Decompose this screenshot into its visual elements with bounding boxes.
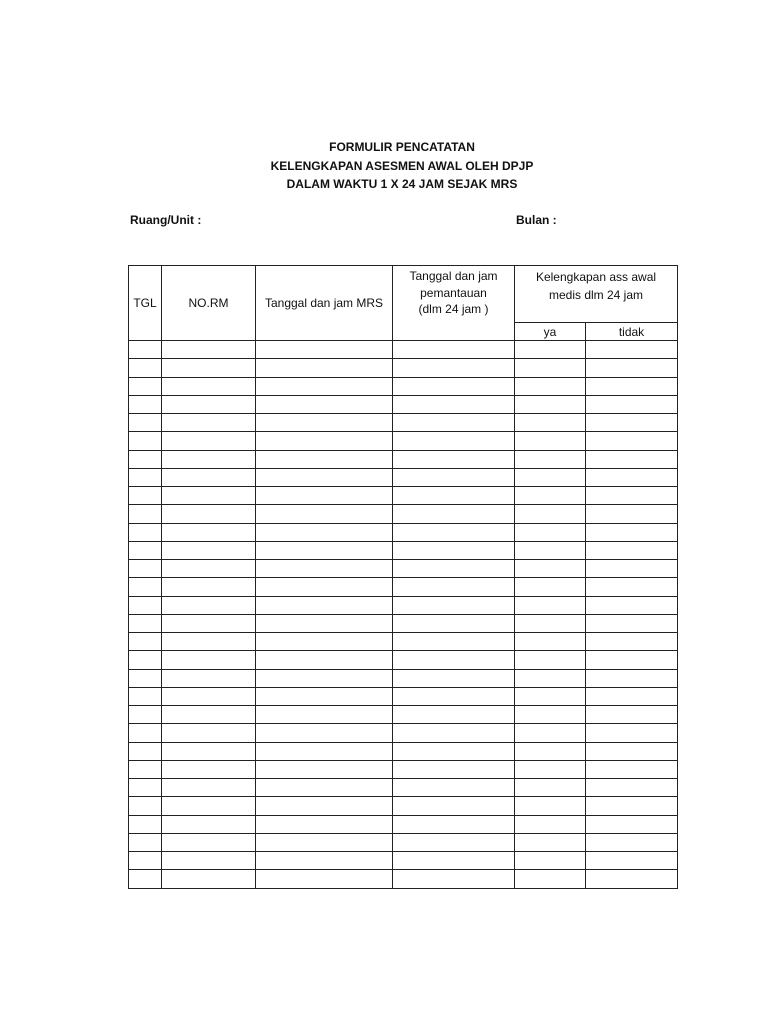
cell-tidak[interactable] [586, 468, 678, 486]
cell-tidak[interactable] [586, 596, 678, 614]
cell-mrs[interactable] [256, 341, 393, 359]
table-row [129, 687, 678, 705]
cell-ya[interactable] [515, 341, 586, 359]
cell-norm[interactable] [162, 669, 256, 687]
cell-norm[interactable] [162, 487, 256, 505]
cell-tgl[interactable] [129, 341, 162, 359]
cell-tidak[interactable] [586, 341, 678, 359]
cell-tgl[interactable] [129, 669, 162, 687]
cell-tidak[interactable] [586, 395, 678, 413]
cell-mrs[interactable] [256, 651, 393, 669]
cell-norm[interactable] [162, 359, 256, 377]
cell-ya[interactable] [515, 779, 586, 797]
cell-pemantauan[interactable] [393, 779, 515, 797]
cell-mrs[interactable] [256, 724, 393, 742]
cell-ya[interactable] [515, 724, 586, 742]
cell-norm[interactable] [162, 523, 256, 541]
cell-tgl[interactable] [129, 578, 162, 596]
cell-tidak[interactable] [586, 651, 678, 669]
cell-norm[interactable] [162, 633, 256, 651]
cell-tidak[interactable] [586, 450, 678, 468]
cell-norm[interactable] [162, 742, 256, 760]
cell-ya[interactable] [515, 742, 586, 760]
cell-tidak[interactable] [586, 797, 678, 815]
table-row [129, 706, 678, 724]
cell-mrs[interactable] [256, 395, 393, 413]
header-pemantauan [393, 266, 515, 341]
cell-mrs[interactable] [256, 760, 393, 778]
cell-pemantauan[interactable] [393, 706, 515, 724]
cell-tgl[interactable] [129, 833, 162, 851]
cell-pemantauan[interactable] [393, 596, 515, 614]
cell-pemantauan[interactable] [393, 815, 515, 833]
table-row [129, 760, 678, 778]
cell-ya[interactable] [515, 578, 586, 596]
header-kelengkapan-line-2: medis dlm 24 jam [548, 288, 644, 302]
cell-tgl[interactable] [129, 614, 162, 632]
cell-norm[interactable] [162, 651, 256, 669]
cell-ya[interactable] [515, 651, 586, 669]
table-row [129, 633, 678, 651]
cell-tgl[interactable] [129, 541, 162, 559]
cell-norm[interactable] [162, 578, 256, 596]
table-row [129, 505, 678, 523]
cell-tidak[interactable] [586, 523, 678, 541]
cell-tidak[interactable] [586, 742, 678, 760]
cell-tgl[interactable] [129, 377, 162, 395]
cell-norm[interactable] [162, 815, 256, 833]
cell-tgl[interactable] [129, 852, 162, 870]
cell-tgl[interactable] [129, 450, 162, 468]
form-title [0, 138, 768, 194]
cell-mrs[interactable] [256, 779, 393, 797]
cell-tgl[interactable] [129, 505, 162, 523]
cell-mrs[interactable] [256, 870, 393, 888]
cell-tidak[interactable] [586, 870, 678, 888]
cell-mrs[interactable] [256, 414, 393, 432]
month-label: Bulan : [516, 213, 557, 227]
cell-ya[interactable] [515, 833, 586, 851]
cell-tidak[interactable] [586, 724, 678, 742]
table-row [129, 651, 678, 669]
cell-tgl[interactable] [129, 414, 162, 432]
table-row [129, 541, 678, 559]
table-row [129, 468, 678, 486]
cell-norm[interactable] [162, 395, 256, 413]
cell-pemantauan[interactable] [393, 359, 515, 377]
cell-pemantauan[interactable] [393, 541, 515, 559]
cell-tidak[interactable] [586, 377, 678, 395]
table-row [129, 359, 678, 377]
cell-ya[interactable] [515, 706, 586, 724]
cell-tidak[interactable] [586, 815, 678, 833]
cell-pemantauan[interactable] [393, 760, 515, 778]
cell-tgl[interactable] [129, 742, 162, 760]
cell-tgl[interactable] [129, 560, 162, 578]
title-line-2: KELENGKAPAN ASESMEN AWAL OLEH DPJP [270, 158, 534, 173]
cell-tgl[interactable] [129, 797, 162, 815]
cell-ya[interactable] [515, 395, 586, 413]
cell-ya[interactable] [515, 468, 586, 486]
cell-norm[interactable] [162, 724, 256, 742]
header-pemantauan-line-2: pemantauan [420, 285, 487, 300]
cell-pemantauan[interactable] [393, 852, 515, 870]
cell-tidak[interactable] [586, 669, 678, 687]
cell-ya[interactable] [515, 450, 586, 468]
cell-norm[interactable] [162, 341, 256, 359]
cell-ya[interactable] [515, 633, 586, 651]
header-tgl: TGL [129, 266, 162, 341]
cell-tgl[interactable] [129, 432, 162, 450]
cell-norm[interactable] [162, 687, 256, 705]
cell-pemantauan[interactable] [393, 687, 515, 705]
cell-tidak[interactable] [586, 578, 678, 596]
cell-mrs[interactable] [256, 614, 393, 632]
table-row [129, 341, 678, 359]
cell-tgl[interactable] [129, 468, 162, 486]
cell-ya[interactable] [515, 560, 586, 578]
cell-tgl[interactable] [129, 487, 162, 505]
cell-ya[interactable] [515, 487, 586, 505]
cell-tidak[interactable] [586, 833, 678, 851]
cell-mrs[interactable] [256, 505, 393, 523]
cell-norm[interactable] [162, 833, 256, 851]
cell-tidak[interactable] [586, 505, 678, 523]
cell-ya[interactable] [515, 815, 586, 833]
cell-tidak[interactable] [586, 560, 678, 578]
cell-norm[interactable] [162, 706, 256, 724]
cell-pemantauan[interactable] [393, 560, 515, 578]
cell-mrs[interactable] [256, 359, 393, 377]
cell-pemantauan[interactable] [393, 395, 515, 413]
header-pemantauan-line-1: Tanggal dan jam [409, 269, 498, 283]
cell-tgl[interactable] [129, 596, 162, 614]
cell-tidak[interactable] [586, 487, 678, 505]
cell-norm[interactable] [162, 614, 256, 632]
cell-mrs[interactable] [256, 852, 393, 870]
cell-ya[interactable] [515, 797, 586, 815]
table-row [129, 742, 678, 760]
cell-ya[interactable] [515, 870, 586, 888]
cell-tidak[interactable] [586, 614, 678, 632]
table-row [129, 432, 678, 450]
record-table [128, 265, 678, 889]
cell-pemantauan[interactable] [393, 578, 515, 596]
cell-pemantauan[interactable] [393, 651, 515, 669]
cell-mrs[interactable] [256, 815, 393, 833]
table-row [129, 395, 678, 413]
cell-tidak[interactable] [586, 779, 678, 797]
cell-tidak[interactable] [586, 359, 678, 377]
cell-pemantauan[interactable] [393, 450, 515, 468]
cell-norm[interactable] [162, 760, 256, 778]
table-row [129, 779, 678, 797]
table-row [129, 870, 678, 888]
cell-tidak[interactable] [586, 687, 678, 705]
cell-norm[interactable] [162, 450, 256, 468]
cell-norm[interactable] [162, 377, 256, 395]
table-row [129, 724, 678, 742]
cell-norm[interactable] [162, 779, 256, 797]
cell-ya[interactable] [515, 760, 586, 778]
cell-tgl[interactable] [129, 523, 162, 541]
cell-mrs[interactable] [256, 797, 393, 815]
table-row [129, 414, 678, 432]
cell-norm[interactable] [162, 541, 256, 559]
cell-tgl[interactable] [129, 359, 162, 377]
cell-ya[interactable] [515, 852, 586, 870]
cell-mrs[interactable] [256, 669, 393, 687]
table-row [129, 578, 678, 596]
cell-pemantauan[interactable] [393, 377, 515, 395]
cell-pemantauan[interactable] [393, 633, 515, 651]
cell-mrs[interactable] [256, 596, 393, 614]
table-row [129, 852, 678, 870]
table-row [129, 450, 678, 468]
cell-mrs[interactable] [256, 560, 393, 578]
cell-tgl[interactable] [129, 870, 162, 888]
cell-ya[interactable] [515, 414, 586, 432]
cell-norm[interactable] [162, 870, 256, 888]
cell-ya[interactable] [515, 596, 586, 614]
header-pemantauan-line-3: (dlm 24 jam ) [418, 302, 489, 316]
cell-pemantauan[interactable] [393, 468, 515, 486]
cell-mrs[interactable] [256, 523, 393, 541]
table-row [129, 815, 678, 833]
room-unit-label: Ruang/Unit : [130, 213, 202, 227]
table-row [129, 487, 678, 505]
cell-tidak[interactable] [586, 852, 678, 870]
cell-pemantauan[interactable] [393, 487, 515, 505]
cell-pemantauan[interactable] [393, 414, 515, 432]
cell-mrs[interactable] [256, 578, 393, 596]
cell-tgl[interactable] [129, 395, 162, 413]
cell-tidak[interactable] [586, 414, 678, 432]
cell-tidak[interactable] [586, 706, 678, 724]
cell-mrs[interactable] [256, 468, 393, 486]
cell-pemantauan[interactable] [393, 523, 515, 541]
cell-pemantauan[interactable] [393, 870, 515, 888]
cell-tgl[interactable] [129, 724, 162, 742]
cell-tgl[interactable] [129, 706, 162, 724]
cell-tgl[interactable] [129, 815, 162, 833]
header-norm: NO.RM [162, 266, 256, 341]
cell-norm[interactable] [162, 414, 256, 432]
cell-norm[interactable] [162, 852, 256, 870]
cell-pemantauan[interactable] [393, 614, 515, 632]
cell-ya[interactable] [515, 541, 586, 559]
table-row [129, 833, 678, 851]
cell-pemantauan[interactable] [393, 724, 515, 742]
cell-tidak[interactable] [586, 633, 678, 651]
cell-pemantauan[interactable] [393, 833, 515, 851]
cell-ya[interactable] [515, 687, 586, 705]
header-tidak: tidak [586, 323, 678, 341]
table-row [129, 596, 678, 614]
cell-ya[interactable] [515, 432, 586, 450]
cell-tidak[interactable] [586, 432, 678, 450]
cell-norm[interactable] [162, 797, 256, 815]
cell-tidak[interactable] [586, 760, 678, 778]
cell-mrs[interactable] [256, 432, 393, 450]
header-mrs: Tanggal dan jam MRS [256, 266, 393, 341]
cell-ya[interactable] [515, 614, 586, 632]
cell-tgl[interactable] [129, 779, 162, 797]
cell-mrs[interactable] [256, 541, 393, 559]
cell-ya[interactable] [515, 669, 586, 687]
table-row [129, 560, 678, 578]
cell-tgl[interactable] [129, 687, 162, 705]
cell-pemantauan[interactable] [393, 341, 515, 359]
cell-ya[interactable] [515, 523, 586, 541]
cell-mrs[interactable] [256, 687, 393, 705]
cell-tgl[interactable] [129, 760, 162, 778]
table-row [129, 669, 678, 687]
header-kelengkapan-line-1: Kelengkapan ass awal [535, 270, 657, 284]
table-row [129, 523, 678, 541]
cell-mrs[interactable] [256, 742, 393, 760]
cell-norm[interactable] [162, 468, 256, 486]
title-line-1: FORMULIR PENCATATAN [329, 140, 475, 154]
cell-pemantauan[interactable] [393, 742, 515, 760]
table-row [129, 797, 678, 815]
cell-pemantauan[interactable] [393, 669, 515, 687]
cell-mrs[interactable] [256, 377, 393, 395]
cell-norm[interactable] [162, 432, 256, 450]
cell-tgl[interactable] [129, 633, 162, 651]
cell-norm[interactable] [162, 505, 256, 523]
cell-pemantauan[interactable] [393, 432, 515, 450]
cell-mrs[interactable] [256, 487, 393, 505]
cell-pemantauan[interactable] [393, 797, 515, 815]
header-kelengkapan [515, 266, 678, 323]
cell-ya[interactable] [515, 505, 586, 523]
table-body [129, 341, 678, 889]
header-ya: ya [515, 323, 586, 341]
cell-mrs[interactable] [256, 633, 393, 651]
cell-tidak[interactable] [586, 541, 678, 559]
cell-mrs[interactable] [256, 450, 393, 468]
cell-mrs[interactable] [256, 706, 393, 724]
table-row [129, 614, 678, 632]
title-line-3: DALAM WAKTU 1 X 24 JAM SEJAK MRS [286, 177, 518, 191]
table-row [129, 377, 678, 395]
cell-tgl[interactable] [129, 651, 162, 669]
cell-norm[interactable] [162, 596, 256, 614]
cell-norm[interactable] [162, 560, 256, 578]
cell-mrs[interactable] [256, 833, 393, 851]
cell-pemantauan[interactable] [393, 505, 515, 523]
cell-ya[interactable] [515, 359, 586, 377]
cell-ya[interactable] [515, 377, 586, 395]
